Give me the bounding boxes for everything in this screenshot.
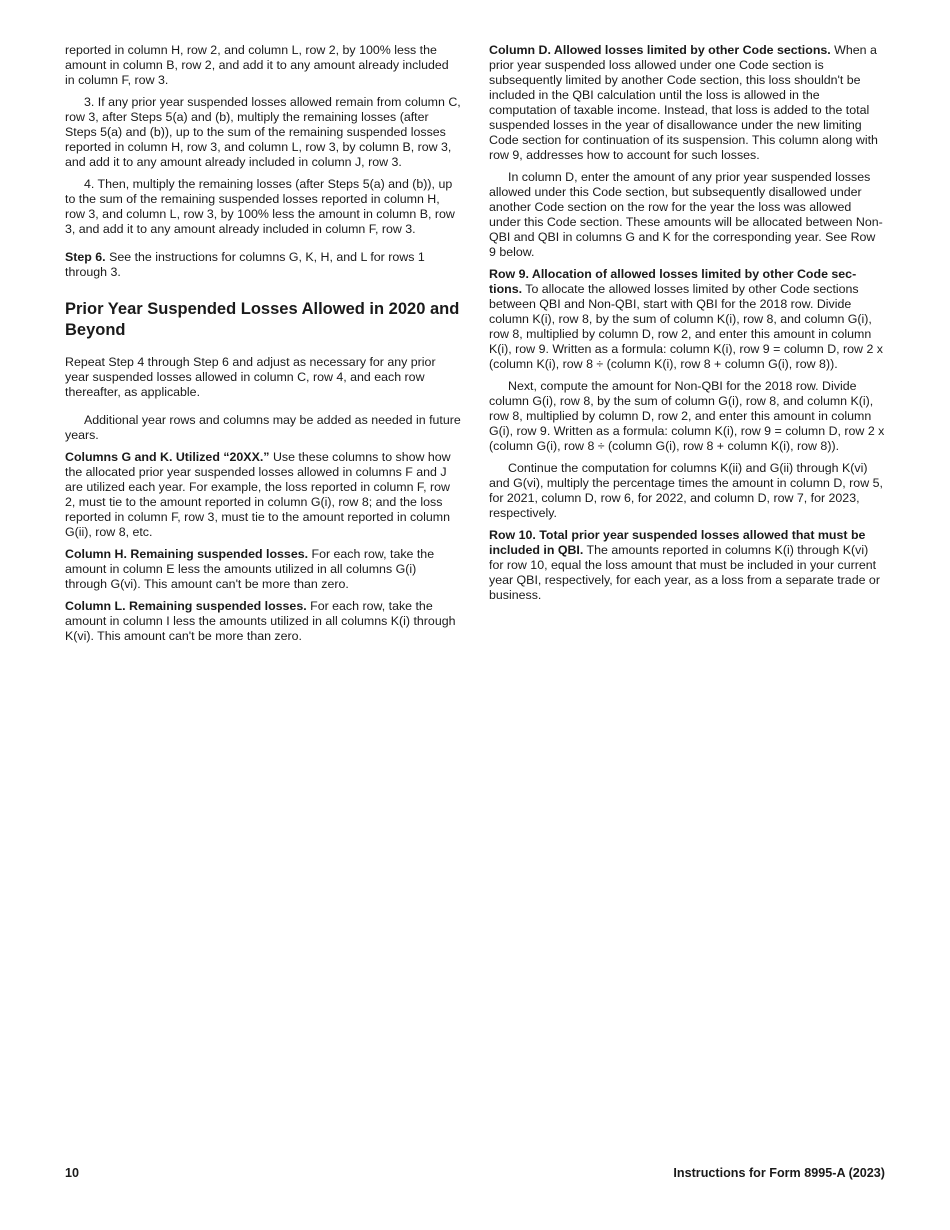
column-d-paragraph <box>489 43 885 163</box>
step-6-title: Step 6. <box>65 250 106 264</box>
column-h-title: Column H. Remaining suspended losses. <box>65 547 309 561</box>
row-9-paragraph-2: Next, compute the amount for Non-QBI for the 2018 row. Divide column G(i), row 8, by the sum of column G(i), row 8, and column K(i), row 8, multiplied by column D, row 2, and enter this amount in column G(i), row 9. Written as a formula: column K(i), row 9 = column D, row 2 x (column G(i), row 8 ÷ (column G(i), row 8 + column K(i), row 8)). <box>489 379 885 453</box>
right-column <box>489 43 885 610</box>
row-9-title: Row 9. Allocation of allowed losses limited by other Code sections. <box>489 267 857 296</box>
step-item-4: 4. Then, multiply the remaining losses (after Steps 5(a) and (b)), up to the sum of the remaining suspended losses reported in column H, row 3, and column L, row 3, by 100% less the amount in column B, row 3, and add it to any amount already included in column F, row 3. <box>65 177 455 236</box>
page-number: 10 <box>65 1166 80 1180</box>
step-6-paragraph <box>65 250 461 280</box>
column-h-paragraph <box>65 547 461 592</box>
column-l-title: Column L. Remaining suspended losses. <box>65 599 307 613</box>
column-d-paragraph-2: In column D, enter the amount of any prior year suspended losses allowed under this Code section, but subsequently disallowed under another Code section on the row for the year the loss was allowed under this Code section. These amounts will be allocated between Non-QBI and QBI in columns G and K for the corresponding year. See Row 9 below. <box>489 170 883 259</box>
column-d-title: Column D. Allowed losses limited by other Code sections. <box>489 43 831 57</box>
row-10-title: Row 10. Total prior year suspended losses allowed that must be included in QBI. <box>489 528 866 557</box>
columns-g-k-paragraph <box>65 450 461 540</box>
row-9-paragraph <box>489 267 885 372</box>
row-10-text: The amounts reported in columns K(i) through K(vi) for row 10, equal the loss amount that must be included in your current year QBI, respectively, for each year, as a loss from a separate trade or business. <box>489 543 880 602</box>
column-h-text: For each row, take the amount in column E less the amounts utilized in all columns G(i) through G(vi). This amount can't be more than zero. <box>65 547 435 591</box>
section-heading: Prior Year Suspended Losses Allowed in 2020 and Beyond <box>65 300 460 339</box>
additional-paragraph: Additional year rows and columns may be added as needed in future years. <box>65 413 461 442</box>
step-6-text: See the instructions for columns G, K, H, and L for rows 1 through 3. <box>65 250 425 279</box>
columns-g-k-text: Use these columns to show how the allocated prior year suspended losses allowed in columns F and J are utilized each year. For example, the loss reported in column F, row 2, must tie to the amount reported in column G(i), row 8; and the loss reported in column F, row 3, must tie to the amount reported in column G(ii), row 8, etc. <box>65 450 451 539</box>
form-title: Instructions for Form 8995-A (2023) <box>673 1166 885 1180</box>
step-item-3: 3. If any prior year suspended losses allowed remain from column C, row 3, after Steps 5(a) and (b), multiply the remaining losses (after Steps 5(a) and (b)), up to the sum of the remaining suspended losses reported in column H, row 3, and column L, row 3, by column B, row 3, and add it to any amount already included in column J, row 3. <box>65 95 461 169</box>
columns-g-k-title: Columns G and K. Utilized “20XX.” <box>65 450 270 464</box>
row-9-text: To allocate the allowed losses limited by other Code sections between QBI and Non-QBI, start with QBI for the 2018 row. Divide column K(i), row 8, by the sum of column K(i), row 8, and column G(i), row 8, multiplied by column D, row 2, and enter this amount in column K(i), row 9. Written as a formula: column K(i), row 9 = column D, row 2 x (column K(i), row 8 ÷ (column K(i), row 8 + column G(i), row 8)). <box>489 282 883 371</box>
row-10-paragraph <box>489 528 885 603</box>
left-column <box>65 43 461 651</box>
column-l-text: For each row, take the amount in column I less the amounts utilized in all columns K(i) through K(vi). This amount can't be more than zero. <box>65 599 456 643</box>
column-d-text: When a prior year suspended loss allowed under one Code section is subsequently limited by another Code section, this loss shouldn't be included in the QBI calculation until the loss is allowed in the computation of taxable income. Instead, that loss is added to the total suspended losses in the year of disallowance under the new limiting Code section for continuation of its suspension. This column along with row 9, addresses how to account for such losses. <box>489 43 878 162</box>
paragraph-continued: reported in column H, row 2, and column L, row 2, by 100% less the amount in column B, row 2, and add it to any amount already included in column F, row 3. <box>65 43 449 87</box>
column-l-paragraph <box>65 599 461 644</box>
row-9-paragraph-3: Continue the computation for columns K(ii) and G(ii) through K(vi) and G(vi), multiply the percentage times the amount in column D, row 5, for 2021, column D, row 6, for 2022, and column D, row 7, for 2023, respectively. <box>489 461 883 520</box>
repeat-paragraph: Repeat Step 4 through Step 6 and adjust as necessary for any prior year suspended losses allowed in column C, row 4, and each row thereafter, as applicable. <box>65 355 436 399</box>
